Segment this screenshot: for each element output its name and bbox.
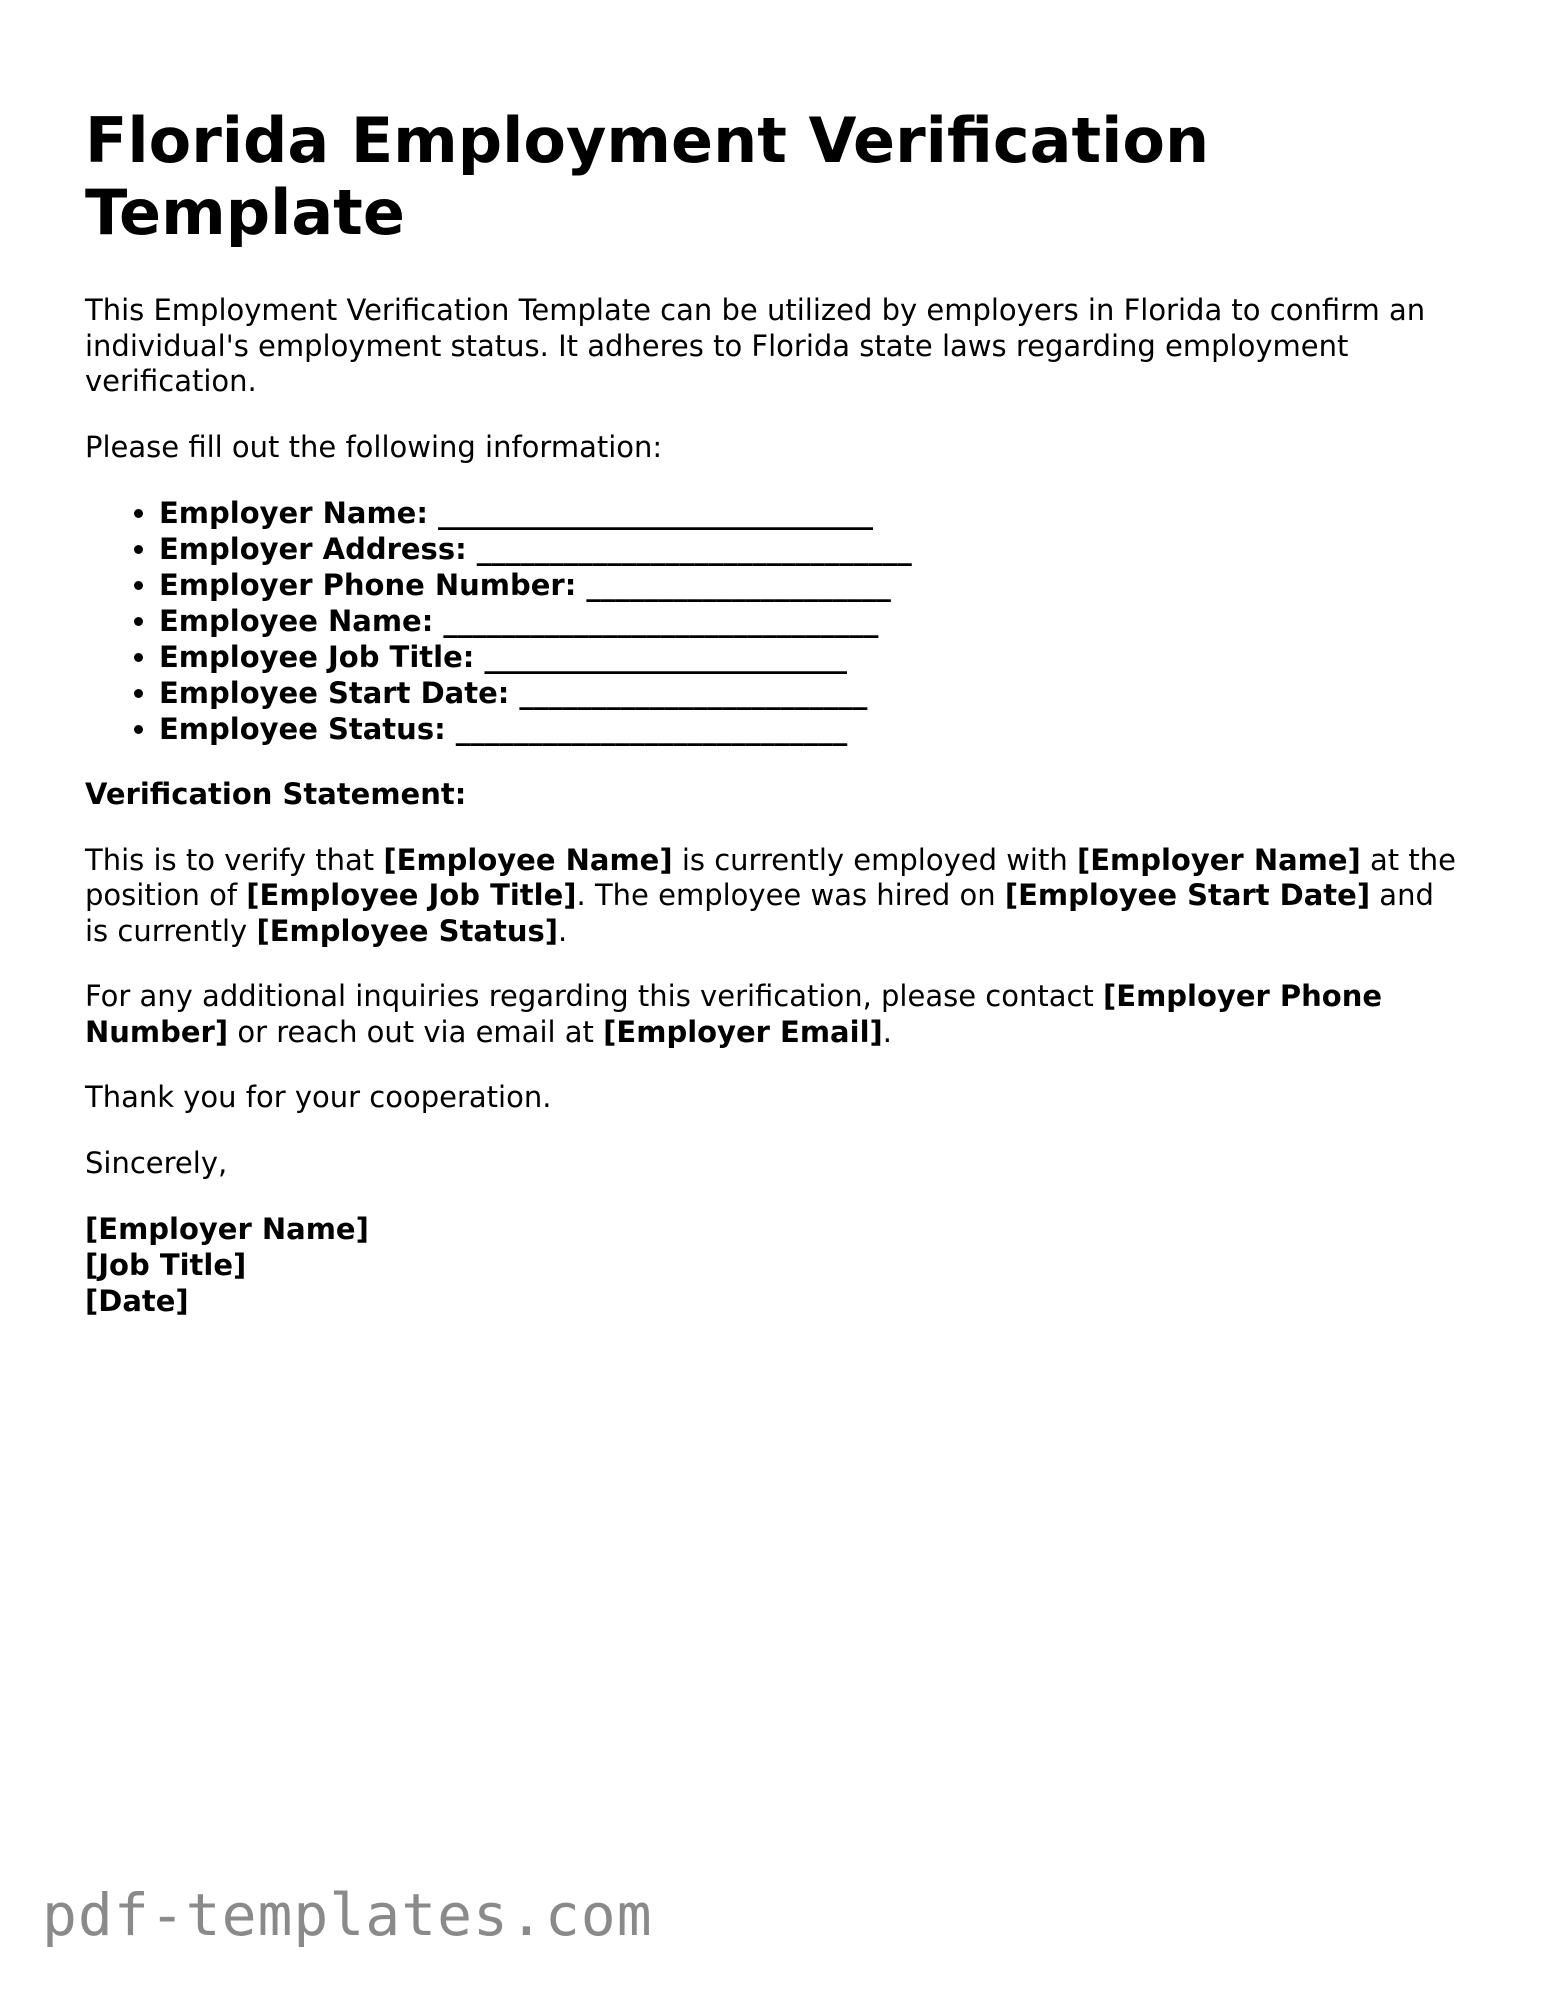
thanks-line: Thank you for your cooperation.: [85, 1080, 552, 1114]
inquiry-paragraph: [85, 979, 1465, 1050]
statement-text: and is currently: [85, 878, 1434, 948]
verification-heading: Verification Statement:: [85, 777, 467, 811]
placeholder-employee-name: [Employee Name]: [383, 842, 673, 877]
fill-prompt: Please fill out the following information:: [85, 429, 663, 464]
statement-text: is currently employed with: [672, 842, 1077, 877]
watermark: pdf-templates.com: [42, 1881, 653, 1949]
placeholder-employer-name: [Employer Name]: [1076, 842, 1361, 877]
placeholder-employer-email: [Employer Email]: [603, 1014, 883, 1049]
field-list: [85, 495, 1465, 747]
inquiry-text: or reach out via email at: [228, 1014, 604, 1049]
field-employee-job-title: • Employee Job Title: _________________________: [159, 639, 1465, 675]
statement-text: at the position of: [85, 842, 1456, 912]
statement-text: . The employee was hired on: [576, 878, 1005, 912]
field-employer-name: • Employer Name: ______________________________: [159, 495, 1465, 531]
field-employee-name: • Employee Name: ______________________________: [159, 603, 1465, 639]
closing-line: Sincerely,: [85, 1145, 228, 1180]
verification-statement: [85, 843, 1465, 950]
field-employer-phone: • Employer Phone Number: _____________________: [159, 567, 1465, 603]
field-employer-address: • Employer Address: ______________________________: [159, 531, 1465, 567]
signature-job-title: [Job Title]: [85, 1248, 247, 1282]
signature-date: [Date]: [85, 1284, 189, 1318]
document-title: Florida Employment Verification Template: [85, 104, 1210, 249]
placeholder-employee-status: [Employee Status]: [256, 913, 559, 948]
statement-text: This is to verify that: [85, 842, 384, 877]
document-page: [85, 105, 1465, 1319]
inquiry-text: For any additional inquiries regarding this verification, please contact: [85, 979, 1104, 1013]
inquiry-text: .: [882, 1014, 892, 1049]
intro-paragraph: This Employment Verification Template can be utilized by employers in Florida to confirm an individual's employment status. It adheres to Florida state laws regarding employment verification.: [85, 293, 1426, 398]
placeholder-employer-phone: [Employer Phone Number]: [85, 979, 1383, 1049]
field-employee-start-date: • Employee Start Date: ________________________: [159, 675, 1465, 711]
signature-block: [85, 1211, 1465, 1319]
placeholder-employee-job-title: [Employee Job Title]: [246, 878, 577, 912]
statement-text: .: [558, 913, 568, 948]
field-employee-status: • Employee Status: ___________________________: [159, 711, 1465, 747]
signature-name: [Employer Name]: [85, 1212, 369, 1246]
placeholder-employee-start-date: [Employee Start Date]: [1004, 878, 1371, 912]
